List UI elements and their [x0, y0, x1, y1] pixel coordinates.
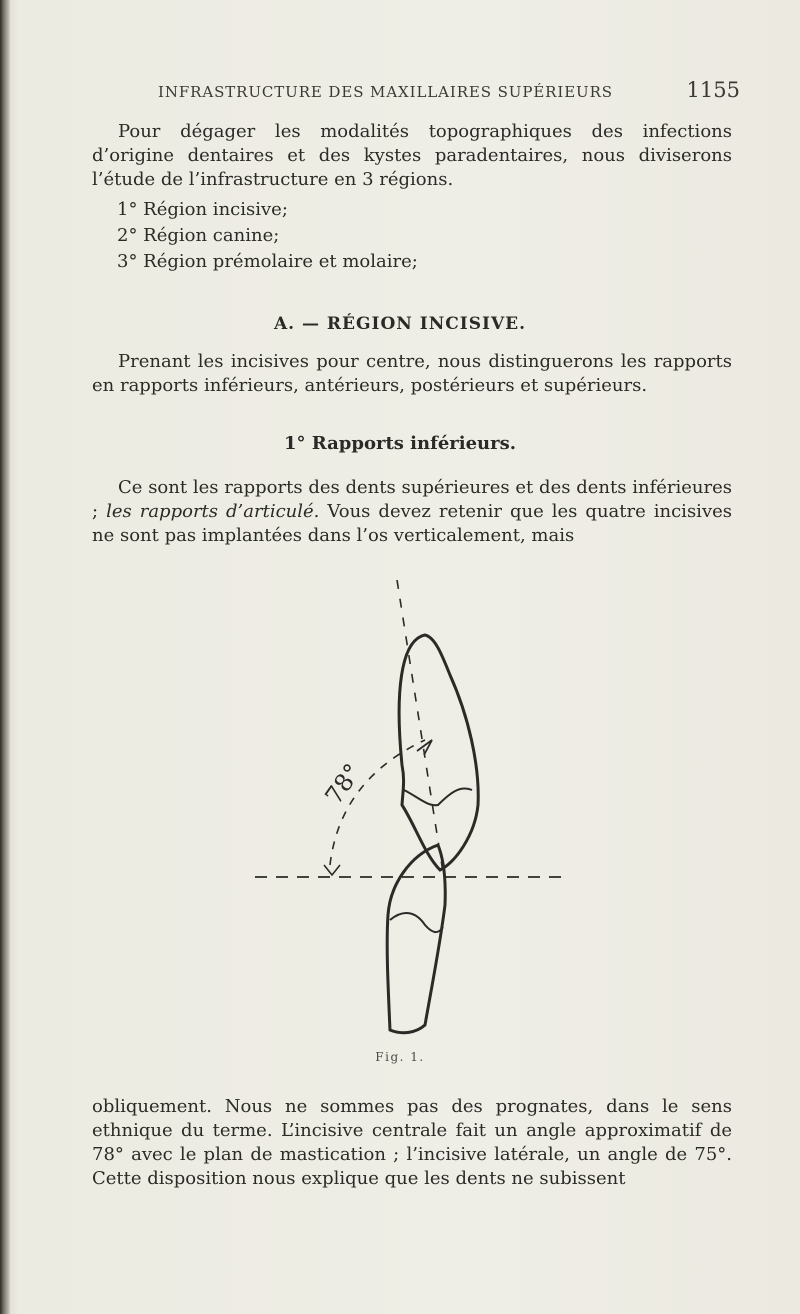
- list-item: 1° Région incisive;: [117, 199, 288, 220]
- section-a-paragraph-block: [92, 350, 732, 398]
- region-list: [117, 198, 418, 276]
- page-number: 1155: [686, 78, 740, 102]
- subsection-paragraph-block: [92, 476, 732, 548]
- running-title: INFRASTRUCTURE DES MAXILLAIRES SUPÉRIEURS: [158, 83, 613, 101]
- upper-incisor-outline: [399, 635, 478, 870]
- lower-incisor-outline: [387, 845, 445, 1033]
- upper-incisor-crown-line: [404, 788, 472, 805]
- section-heading-a: A. — RÉGION INCISIVE.: [273, 314, 527, 334]
- incisor-angle-figure: [240, 565, 600, 1045]
- list-item: 2° Région canine;: [117, 225, 280, 246]
- lower-incisor-crown-line: [390, 913, 443, 932]
- list-item: 3° Région prémolaire et molaire;: [117, 251, 418, 272]
- paragraph-text: Ce sont les rapports des dents supérieures et des dents inférieures ;: [92, 477, 732, 522]
- intro-paragraph-block: [92, 120, 732, 192]
- intro-paragraph: Pour dégager les modalités topographiques des infections d’origine dentaires et des kystes paradentaires, nous diviserons l’étude de l’infrastructure en 3 régions.: [92, 121, 732, 190]
- subsection-paragraph: [92, 476, 732, 548]
- paragraph-text: Vous devez retenir que les quatre incisives ne sont pas implantées dans l’os verticalement, mais: [92, 501, 732, 546]
- subsection-heading-rapports-inferieurs: 1° Rapports inférieurs.: [283, 433, 517, 454]
- italic-term: les rapports d’articulé.: [106, 501, 320, 522]
- section-a-paragraph: Prenant les incisives pour centre, nous distinguerons les rapports en rapports inférieurs, antérieurs, postérieurs et supérieurs.: [92, 351, 732, 396]
- figure-caption: Fig. 1.: [375, 1050, 425, 1064]
- book-binding-edge: [0, 0, 10, 1314]
- continuation-paragraph: obliquement. Nous ne sommes pas des prognates, dans le sens ethnique du terme. L’incisive centrale fait un angle approximatif de 78° avec le plan de mastication ; l’incisive latérale, un angle de 75°. Cette disposition nous explique que les dents ne subissent: [92, 1096, 732, 1189]
- arrow-head: [417, 740, 432, 755]
- arrow-head: [324, 865, 340, 875]
- continuation-paragraph-block: [92, 1095, 732, 1191]
- running-head: [158, 78, 740, 102]
- angle-label: 78°: [319, 758, 367, 810]
